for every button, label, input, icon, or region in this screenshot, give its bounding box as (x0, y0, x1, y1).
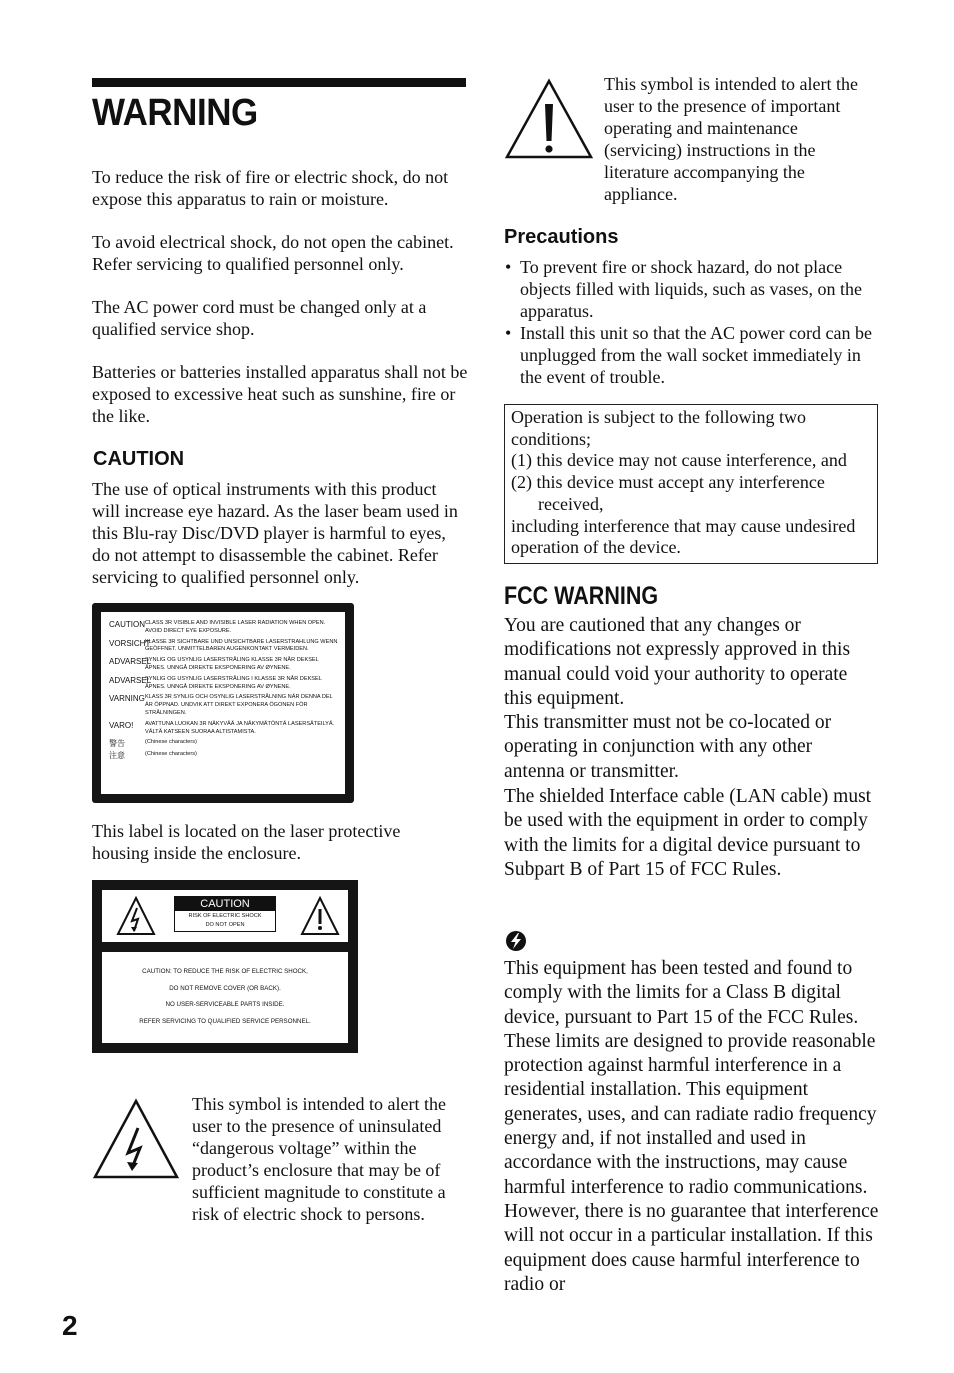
voltage-symbol-text: This symbol is intended to alert the user to the presence of uninsulated “dangerous voltage” within the product’s enclosure that may be of sufficient magnitude to constitute a risk of electric shock to persons. (192, 1094, 446, 1224)
caution-sticker-sub2: DO NOT OPEN (205, 922, 245, 928)
laser-label-row (109, 639, 339, 655)
exclamation-symbol-text: This symbol is intended to alert the user to the presence of important operating and maintenance (servicing) instructions in the literature accompanying the appliance. (604, 74, 858, 204)
fcc-box-line4: including interference that may cause undesired operation of the device. (511, 515, 856, 558)
label-location-text: This label is located on the laser protective housing inside the enclosure. (92, 821, 401, 863)
precautions-list (504, 256, 880, 388)
page-title: WARNING (92, 92, 258, 134)
caution-sticker-line3: NO USER-SERVICEABLE PARTS INSIDE. (165, 1001, 285, 1008)
paragraph-moisture: To reduce the risk of fire or electric shock, do not expose this apparatus to rain or moisture. (92, 167, 449, 209)
page-number: 2 (62, 1310, 78, 1341)
exclamation-symbol-icon (504, 78, 594, 160)
caution-sticker-line2: DO NOT REMOVE COVER (OR BACK). (169, 985, 281, 992)
caution-text: The use of optical instruments with this product will increase eye hazard. As the laser beam used in this Blu-ray Disc/DVD player is harmful to eyes, do not attempt to disassemble the cabinet. Refer servicing to qualified personnel only. (92, 479, 458, 587)
laser-label-warning-text: KLASSE 3R SICHTBARE UND UNSICHTBARE LASERSTRAHLUNG WENN GEÖFFNET. UNMITTELBAREN AUGENKONTAKT VERMEIDEN. (145, 638, 338, 653)
laser-label-warning-text: CLASS 3R VISIBLE AND INVISIBLE LASER RADIATION WHEN OPEN. AVOID DIRECT EYE EXPOSURE. (145, 620, 326, 634)
fcc-paragraph-class-b: This equipment has been tested and found to comply with the limits for a Class B digital device, pursuant to Part 15 of the FCC Rules. These limits are designed to provide reasonable protection against harmful interference in a residential installation. This equipment generates, uses, and can radiate radio frequency energy and, if not installed and used in accordance with the instructions, may cause harmful interference to radio communications. However, there is no guarantee that interference will not occur in a particular installation. If this equipment does cause harmful interference to radio or (504, 958, 879, 1295)
laser-label-warning-text: (Chinese characters) (145, 739, 197, 746)
dangerous-voltage-icon (92, 1098, 180, 1180)
laser-label-row (109, 657, 339, 673)
laser-warning-label (92, 603, 354, 803)
fcc-box-line3: (2) this device must accept any interference received, (511, 472, 825, 514)
laser-label-warning-text: KLASS 3R SYNLIG OCH OSYNLIG LASERSTRÅLNING NÄR DENNA DEL ÄR ÖPPNAD. UNDVIK ATT DIREKT EXPONERA ÖGONEN FÖR STRÅLNINGEN. (145, 694, 333, 716)
laser-label-language: CAUTION (109, 620, 145, 629)
laser-label-language: VORSICHT (109, 638, 151, 648)
laser-label-language: 警告 (109, 739, 125, 749)
caution-sticker-top (102, 890, 348, 942)
exclamation-warning-icon (300, 896, 340, 936)
laser-label-language: VARNING (109, 694, 145, 704)
caution-sticker-line1: CAUTION: TO REDUCE THE RISK OF ELECTRIC SHOCK, (142, 968, 308, 975)
fcc-box-line1: Operation is subject to the following two conditions; (511, 407, 806, 449)
lightning-warning-icon (116, 896, 156, 936)
fcc-warning-heading: FCC WARNING (504, 582, 659, 610)
laser-label-row (109, 739, 339, 748)
laser-label-warning-text: (Chinese characters) (145, 751, 197, 758)
laser-label-row (109, 676, 339, 692)
precaution-item: • Install this unit so that the AC power cord can be unplugged from the wall socket immediately in the event of trouble. (504, 322, 880, 388)
laser-label-row (109, 620, 339, 636)
laser-label-content (101, 612, 345, 794)
laser-label-language: VARO! (109, 720, 134, 730)
laser-label-row (109, 751, 339, 760)
laser-label-row (109, 694, 339, 717)
laser-label-language: ADVARSEL (109, 657, 152, 667)
laser-label-language: ADVARSEL (109, 675, 152, 685)
caution-heading: CAUTION (93, 448, 185, 470)
fcc-box-line2: (1) this device may not cause interference, and (511, 450, 847, 471)
fcc-conditions-box (504, 404, 878, 564)
laser-label-row (109, 721, 339, 737)
precaution-item: • To prevent fire or shock hazard, do not place objects filled with liquids, such as vases, on the apparatus. (504, 256, 880, 322)
paragraph-cabinet: To avoid electrical shock, do not open the cabinet. Refer servicing to qualified personnel only. (92, 232, 454, 274)
fcc-paragraph-transmitter: This transmitter must not be co-located or operating in conjunction with any other antenna or transmitter. (504, 712, 832, 782)
note-lightning-icon (505, 930, 527, 952)
caution-sticker-bottom (102, 952, 348, 1043)
precautions-heading: Precautions (504, 226, 619, 248)
laser-label-warning-text: SYNLIG OG USYNLIG LASERSTRÅLING KLASSE 3R NÅR DEKSEL ÅPNES. UNNGÅ DIREKTE EKSPONERING AV ØYNENE. (145, 657, 319, 671)
caution-sticker (92, 880, 358, 1053)
caution-sticker-head: CAUTION (175, 897, 275, 911)
title-rule (92, 78, 466, 87)
caution-sticker-sub1: RISK OF ELECTRIC SHOCK (188, 913, 262, 919)
fcc-paragraph-cable: The shielded Interface cable (LAN cable) must be used with the equipment in order to comply with the limits for a digital device pursuant to Subpart B of Part 15 of FCC Rules. (504, 786, 872, 880)
paragraph-power-cord: The AC power cord must be changed only at a qualified service shop. (92, 297, 427, 339)
laser-label-warning-text: SYNLIG OG USYNLIG LASERSTRÅLING I KLASSE 3R NÅR DEKSEL ÅPNES. UNNGÅ DIREKTE EKSPONERING AV ØYNENE. (145, 675, 322, 690)
laser-label-language: 注意 (109, 751, 125, 761)
caution-sticker-caption (174, 896, 276, 932)
fcc-paragraph-changes: You are cautioned that any changes or modifications not expressly approved in this manual could void your authority to operate this equipment. (504, 615, 851, 709)
laser-label-warning-text: AVATTUNA LUOKAN 3R NÄKYVÄÄ JA NÄKYMÄTÖNTÄ LASERSÄTEILYÄ. VÄLTÄ KATSEEN SUORAA ALTISTAMISTA. (145, 720, 335, 735)
paragraph-batteries: Batteries or batteries installed apparatus shall not be exposed to excessive heat such as sunshine, fire or the like. (92, 362, 468, 426)
caution-sticker-line4: REFER SERVICING TO QUALIFIED SERVICE PERSONNEL. (139, 1018, 311, 1025)
